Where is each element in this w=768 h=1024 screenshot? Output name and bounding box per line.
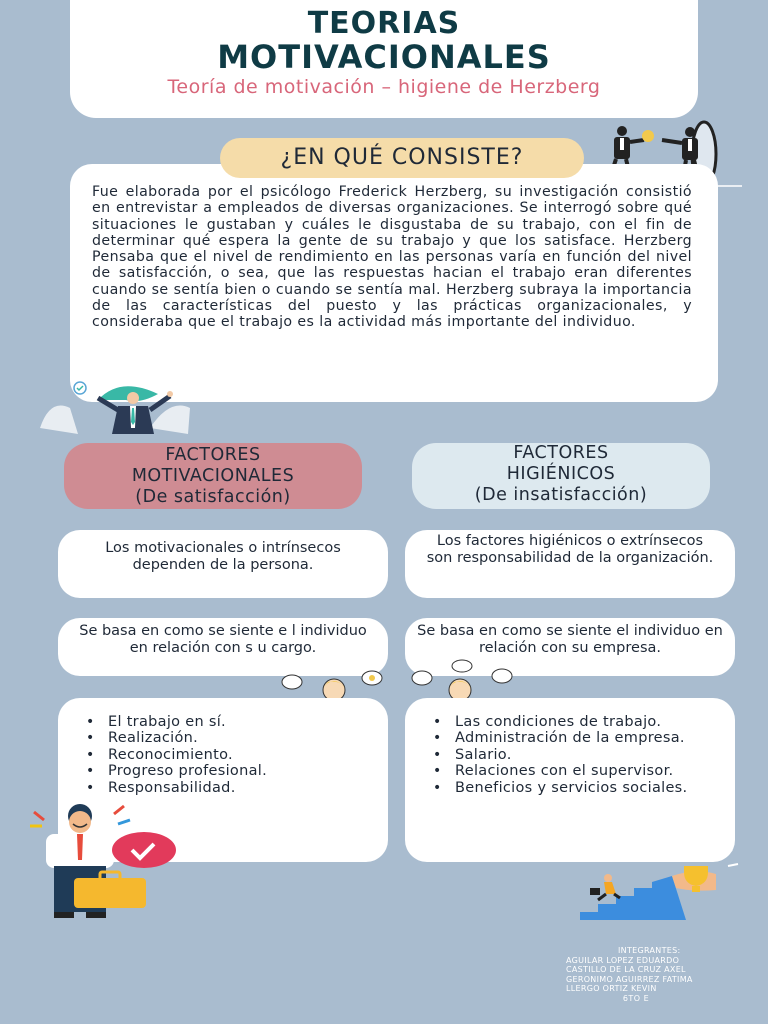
- higienicos-heading-line1: FACTORES: [513, 443, 609, 463]
- page-title-line2: MOTIVACIONALES: [217, 38, 551, 76]
- higienicos-list: [427, 714, 717, 796]
- title-card: [70, 0, 698, 118]
- motivacionales-heading-line1: FACTORES: [165, 445, 261, 465]
- leader-team-illustration: [30, 378, 200, 438]
- motivacionales-description: Los motivacionales o intrínsecos dependen de la persona.: [58, 530, 388, 598]
- list-item: • Responsabilidad.: [80, 780, 267, 796]
- credits-member: CASTILLO DE LA CRUZ AXEL: [566, 965, 686, 974]
- credits-member: GERONIMO AGUIRREZ FATIMA: [566, 974, 693, 984]
- page-title-line1: TEORIAS: [307, 6, 461, 41]
- list-item: • Realización.: [80, 730, 267, 746]
- motivacionales-basis: Se basa en como se siente e l individuo en relación con s u cargo.: [58, 618, 388, 676]
- credits-member: AGUILAR LOPEZ EDUARDO: [566, 955, 680, 965]
- list-item: • Beneficios y servicios sociales.: [427, 780, 717, 796]
- section-heading-consiste: ¿EN QUÉ CONSISTE?: [220, 138, 584, 178]
- description-text: Fue elaborada por el psicólogo Frederick Herzberg, su investigación consistió en entrevistar a empleados de diversas organizaciones. Se interrogó sobre qué situaciones le gustaban y cuáles le disgustaba de su trabajo, con el fin de determinar qué espera la gente de su trabajo y que los satisface. Herzberg Pensaba que el nivel de rendimiento en las personas varía en función del nivel de satisfacción, o sea, que las respuestas hacian el trabajo eran diferentes cuando se sentía bien o cuando se sentía mal. Herzberg subraya la importancia de las características del puesto y las prácticas organizacionales, y consideraba que el trabajo es la actividad más importante del individuo.: [92, 184, 692, 331]
- motivacionales-heading-line3: (De satisfacción): [135, 487, 291, 507]
- list-item: • Las condiciones de trabajo.: [427, 714, 717, 730]
- motivacionales-list: [80, 714, 267, 796]
- credits: [566, 946, 756, 994]
- higienicos-basis: Se basa en como se siente el individuo en relación con su empresa.: [405, 618, 735, 676]
- higienicos-heading: [412, 443, 710, 509]
- list-item: • Reconocimiento.: [80, 747, 267, 763]
- motivacionales-heading: [64, 443, 362, 509]
- list-item: • Salario.: [427, 747, 717, 763]
- higienicos-list-card: [405, 698, 735, 862]
- credits-title: INTEGRANTES:: [618, 946, 681, 955]
- stairs-trophy-illustration: [576, 848, 746, 922]
- list-item: • El trabajo en sí.: [80, 714, 267, 730]
- success-worker-illustration: [28, 800, 180, 918]
- higienicos-description: Los factores higiénicos o extrínsecos son responsabilidad de la organización.: [405, 530, 735, 598]
- list-item: • Relaciones con el supervisor.: [427, 763, 717, 779]
- list-item: • Progreso profesional.: [80, 763, 267, 779]
- credits-member: LLERGO ORTIZ KEVIN: [566, 984, 657, 993]
- higienicos-heading-line3: (De insatisfacción): [474, 485, 648, 505]
- list-item: • Administración de la empresa.: [427, 730, 717, 746]
- description-card: [70, 164, 718, 402]
- credits-group: 6TO E: [622, 994, 650, 1003]
- motivacionales-heading-line2: MOTIVACIONALES: [131, 466, 295, 486]
- page-subtitle: Teoría de motivación – higiene de Herzberg: [167, 76, 601, 98]
- higienicos-heading-line2: HIGIÉNICOS: [506, 464, 616, 484]
